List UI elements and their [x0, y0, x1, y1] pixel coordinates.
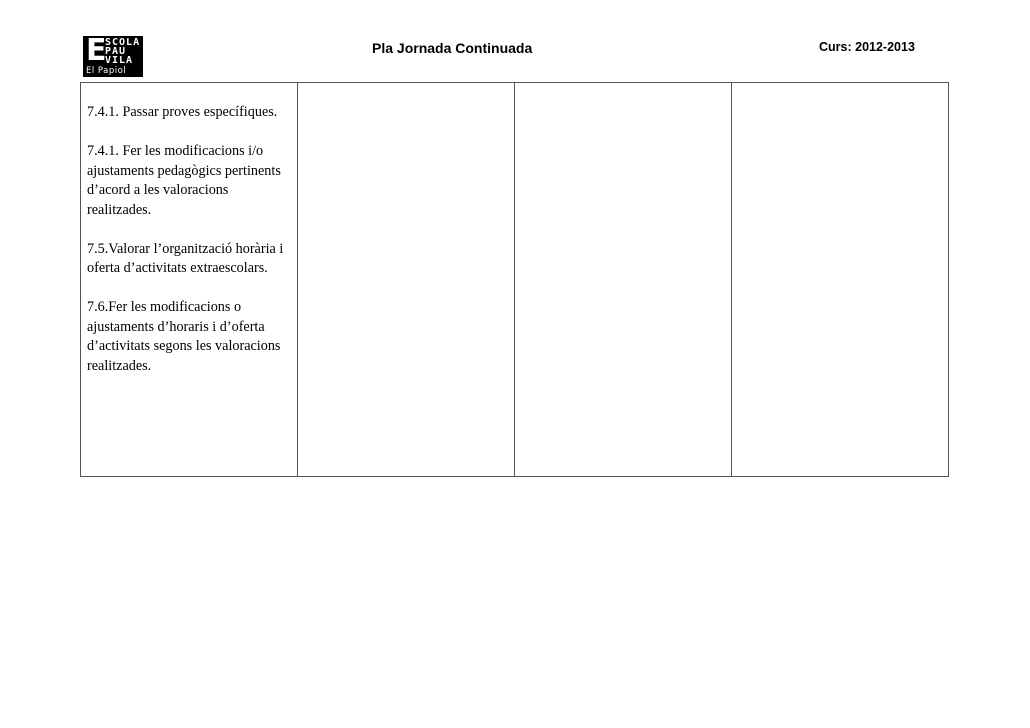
logo-line-town: El Papiol — [86, 66, 127, 76]
school-logo — [83, 33, 143, 77]
logo-line-escola: SCOLA — [105, 37, 141, 48]
objective-paragraph: 7.4.1. Passar proves específiques. — [87, 104, 278, 120]
objective-paragraph: 7.4.1. Fer les modificacions i/o ajustaments pedagògics pertinents d’acord a les valoracions realitzades. — [87, 143, 281, 218]
table-cell-empty-2 — [298, 83, 515, 477]
logo-line-pau: PAU — [105, 46, 127, 57]
table-row — [81, 83, 949, 477]
objective-paragraph: 7.6.Fer les modificacions o ajustaments d’horaris i d’oferta d’activitats segons les valoracions realitzades. — [87, 299, 281, 374]
logo-letter-e: E — [86, 33, 107, 68]
table-cell-objectives — [81, 83, 298, 477]
table-cell-empty-3 — [515, 83, 732, 477]
table-cell-empty-4 — [732, 83, 949, 477]
objectives-text — [81, 83, 297, 376]
document-title: Pla Jornada Continuada — [372, 40, 533, 56]
school-year: Curs: 2012-2013 — [819, 40, 915, 54]
objective-paragraph: 7.5.Valorar l’organització horària i oferta d’activitats extraescolars. — [87, 240, 284, 276]
plan-table — [80, 82, 949, 477]
logo-line-vila: VILA — [105, 55, 134, 66]
